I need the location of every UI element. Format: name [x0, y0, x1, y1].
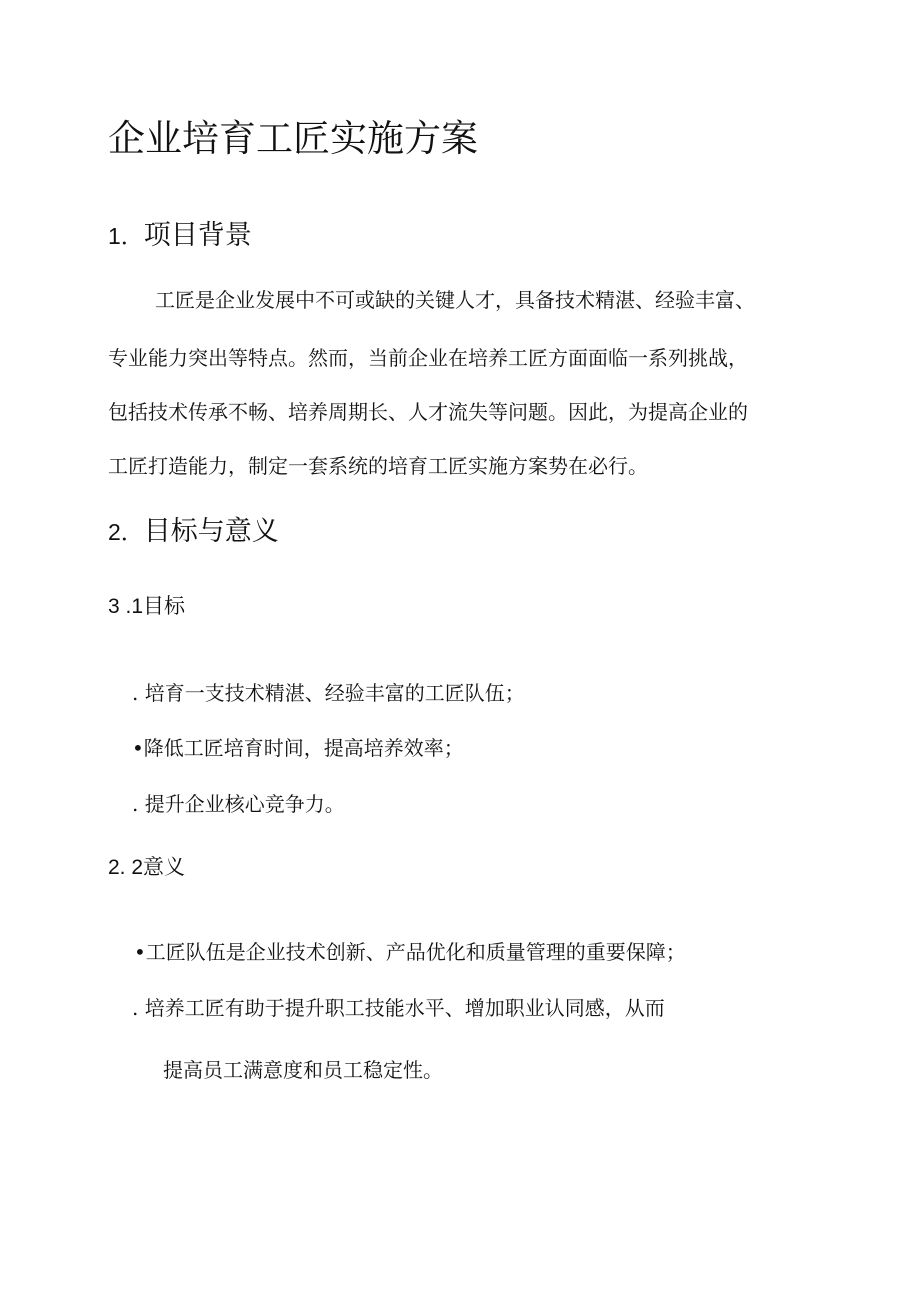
section-title: 目标与意义: [143, 516, 279, 547]
subsection-heading-significance: [108, 853, 185, 882]
paragraph-line: 包括技术传承不畅、培养周期长、人才流失等问题。因此，为提高企业的: [108, 400, 748, 424]
section-heading-goals: [108, 515, 279, 549]
section-heading-background: [108, 219, 252, 253]
section-number: 2．: [108, 519, 144, 545]
paragraph-line: 工匠是企业发展中不可或缺的关键人才，具备技术精湛、经验丰富、: [155, 288, 755, 312]
list-item: . 培养工匠有助于提升职工技能水平、增加职业认同感，从而: [132, 996, 665, 1020]
list-item: . 提升企业核心竞争力。: [132, 792, 345, 816]
list-item: •工匠队伍是企业技术创新、产品优化和质量管理的重要保障；: [134, 940, 686, 964]
section-number: 1．: [108, 223, 144, 249]
subsection-number: 3 .1: [108, 595, 144, 618]
list-item: . 培育一支技术精湛、经验丰富的工匠队伍；: [132, 681, 525, 705]
document-title: 企业培育工匠实施方案: [108, 117, 478, 160]
paragraph-line: 工匠打造能力，制定一套系统的培育工匠实施方案势在必行。: [108, 454, 648, 478]
subsection-heading-target: [108, 592, 185, 621]
list-item-continuation: 提高员工满意度和员工稳定性。: [163, 1058, 443, 1082]
list-item: •降低工匠培育时间，提高培养效率；: [132, 736, 464, 760]
subsection-number: 2. 2: [108, 856, 144, 879]
subsection-title: 意义: [143, 855, 186, 879]
section-title: 项目背景: [143, 220, 252, 251]
paragraph-line: 专业能力突出等特点。然而，当前企业在培养工匠方面面临一系列挑战，: [108, 346, 748, 370]
subsection-title: 目标: [143, 594, 186, 618]
